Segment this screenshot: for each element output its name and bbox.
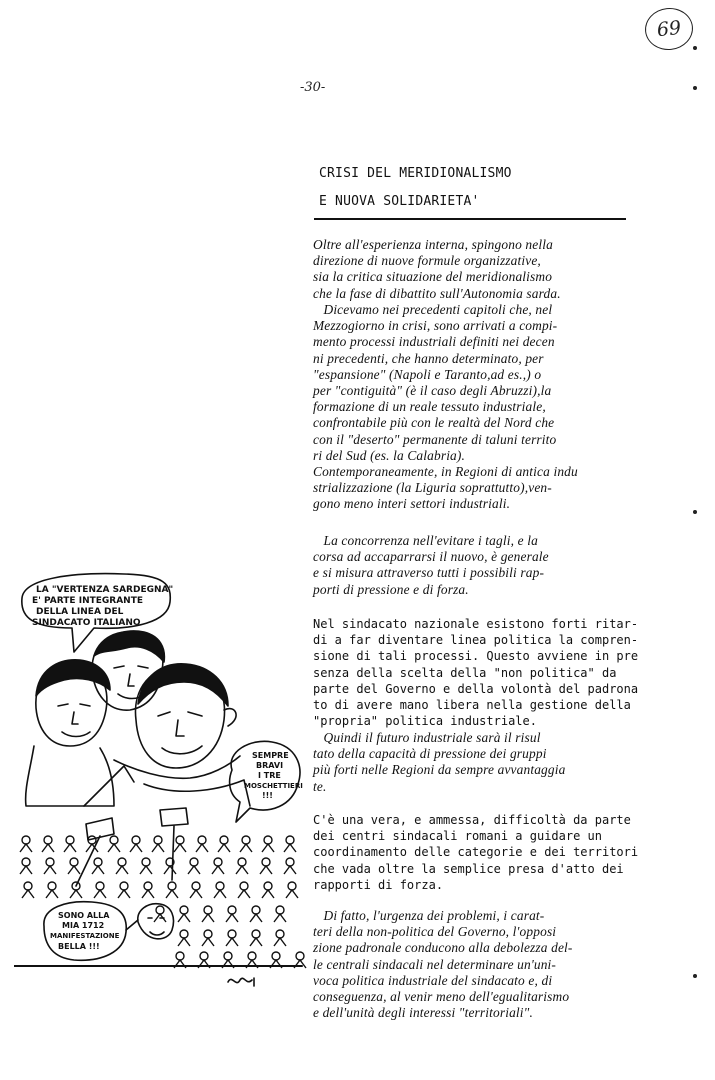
text-line: Dicevamo nei precedenti capitoli che, nel [313,302,553,317]
crowd-figure-body [46,890,58,898]
crowd-figure-head [180,906,188,914]
text-line: "propria" politica industriale. [313,714,537,729]
text-line: dei centri sindacali romani a guidare un [313,829,602,844]
crowd-figure-body [262,844,274,852]
text-line: Quindi il futuro industriale sarà il risul [313,730,541,745]
crowd-figure-body [178,938,190,946]
bubble-top-line: SINDACATO ITALIANO [32,618,141,628]
crowd-figure-body [108,844,120,852]
text-line: ni precedenti, che hanno determinato, per [313,350,544,366]
crowd-figure-body [202,938,214,946]
paragraph-2 [313,302,643,513]
crowd-figure-head [180,930,188,938]
crowd-figure-head [240,882,248,890]
crowd-figure-head [110,836,118,844]
crowd-figure-head [198,836,206,844]
crowd-figure-body [274,938,286,946]
text-line: Mezzogiorno in crisi, sono arrivati a compi- [313,318,558,334]
text-line: C'è una vera, e ammessa, difficoltà da parte [313,813,631,827]
crowd-figure-body [94,890,106,898]
crowd-figure-body [42,844,54,852]
crowd-figure-head [120,882,128,890]
crowd-figure-body [140,866,152,874]
crowd-figure-head [248,952,256,960]
paragraph-3 [313,533,643,598]
crowd-figure-head [200,952,208,960]
crowd-figure-body [274,914,286,922]
crowd-figure-body [284,844,296,852]
crowd-figure-head [252,906,260,914]
text-line: Di fatto, l'urgenza dei problemi, i carat- [313,908,545,923]
crowd-figure-head [176,952,184,960]
crowd-figure-head [142,858,150,866]
text-line: to di avere mano libera nella gestione della [313,698,631,713]
crowd-figure-body [236,866,248,874]
cartoon-drawing [14,570,310,1000]
text-line: direzione di nuove formule organizzative, [313,253,541,269]
bubble-top-line: LA "VERTENZA SARDEGNA" [36,585,174,595]
crowd-figure-head [24,882,32,890]
text-line: rapporti di forza. [313,877,444,892]
bubble-right-line: BRAVI [256,761,284,770]
crowd-figure-head [190,858,198,866]
text-line: formazione di un reale tessuto industriale, [313,399,546,415]
text-line: coordinamento delle categorie e dei territori [313,845,639,860]
margin-dot [693,974,697,978]
crowd-figure-head [214,858,222,866]
paragraph-7 [313,908,643,1021]
text-line: per "contiguità" (è il caso degli Abruzzi),la [313,383,552,399]
page-folio: -30- [300,80,326,95]
text-line: che vada oltre la semplice presa d'atto dei [313,861,624,876]
crowd-figure-head [264,882,272,890]
crowd-figure-head [44,836,52,844]
crowd-figure-head [22,858,30,866]
section-title-line: E NUOVA SOLIDARIETA' [319,194,480,209]
bubble-top-line: DELLA LINEA DEL [36,607,124,617]
crowd-figure-body [250,914,262,922]
crowd-figure-body [20,844,32,852]
crowd-figure-body [130,844,142,852]
crowd-figure-body [188,866,200,874]
text-line: sia la critica situazione del meridionalismo [313,269,553,285]
crowd-figure-body [260,866,272,874]
text-line: tato della capacità di pressione dei gruppi [313,746,547,762]
crowd-figure-head [228,930,236,938]
crowd-figure-body [174,844,186,852]
bubble-bottom-line: MANIFESTAZIONE [50,932,120,940]
crowd-figure-body [178,914,190,922]
section-title [319,160,512,216]
crowd-figure-body [22,890,34,898]
crowd-figure-head [192,882,200,890]
bubble-top-line: E' PARTE INTEGRANTE [32,596,143,606]
crowd-figure-head [204,906,212,914]
crowd-figure-head [288,882,296,890]
crowd-figure-head [242,836,250,844]
crowd-figure-body [152,844,164,852]
text-line: le centrali sindacali nel determinare un'uni- [313,956,557,972]
crowd-figure-body [20,866,32,874]
crowd-figure-body [214,890,226,898]
crowd-figure-head [216,882,224,890]
text-line: con il "deserto" permanente di taluni territo [313,431,557,447]
crowd-figure-body [70,890,82,898]
crowd-figure-head [272,952,280,960]
crowd-figure-head [154,836,162,844]
crowd-figure-body [118,890,130,898]
crowd-figure-head [286,836,294,844]
crowd-figure-body [262,890,274,898]
crowd-figure-body [196,844,208,852]
margin-dot [693,86,697,90]
crowd-figure-head [204,930,212,938]
bubble-bottom-line: BELLA !!! [58,942,100,951]
artist-signature [228,978,254,986]
text-line: che la fase di dibattito sull'Autonomia sarda. [313,285,561,301]
text-line: voca politica industriale del sindacato e, di [313,972,553,988]
text-line: e si misura attraverso tutti i possibili rap- [313,565,545,581]
crowd-figure-body [202,914,214,922]
text-line: teri della non-politica del Governo, l'opposi [313,924,557,940]
margin-dot [693,510,697,514]
crowd-figure-body [166,890,178,898]
text-line: di a far diventare linea politica la compren- [313,633,639,648]
crowd-figure-head [132,836,140,844]
crowd-figure-head [144,882,152,890]
paragraph-4 [313,616,643,729]
crowd-figure-body [142,890,154,898]
crowd-figure-body [284,866,296,874]
bubble-right-line: SEMPRE [252,751,289,760]
text-line: Nel sindacato nazionale esistono forti ritar- [313,617,639,631]
crowd-figure-head [168,882,176,890]
crowd-figure-head [252,930,260,938]
crowd-figure-body [116,866,128,874]
crowd-figure-head [66,836,74,844]
crowd-figure-head [296,952,304,960]
crowd-figure-body [226,914,238,922]
text-line: conseguenza, al venir meno dell'egualitarismo [313,989,570,1005]
crowd-figure-body [226,938,238,946]
margin-dot [693,46,697,50]
text-line: più forti nelle Regioni da sempre avvantaggia [313,762,566,778]
crowd-figure-body [68,866,80,874]
crowd-figure-body [240,844,252,852]
political-cartoon [14,570,310,1000]
text-line: te. [313,778,327,794]
protest-sign [160,808,188,826]
paragraph-5 [313,730,643,795]
text-line: sione di tali processi. Questo avviene in pre [313,649,639,664]
text-line: Oltre all'esperienza interna, spingono nella [313,237,553,252]
crowd-figure-body [218,844,230,852]
text-line: e dell'unità degli interessi "territoriali". [313,1005,533,1021]
crowd-figure-head [118,858,126,866]
text-line: parte del Governo e della volontà del padrona [313,681,639,696]
section-title-line: CRISI DEL MERIDIONALISMO [319,166,512,181]
bubble-right-line: !!! [262,791,273,800]
crowd-figure-body [238,890,250,898]
crowd-figure-head [264,836,272,844]
text-line: porti di pressione e di forza. [313,581,469,597]
crowd-figure-head [48,882,56,890]
bubble-right-line: MOSCHETTIERI [244,782,303,790]
text-line: confrontabile più con le realtà del Nord che [313,415,555,431]
handwritten-page-number: 69 [643,6,695,53]
crowd-figure-head [156,906,164,914]
crowd-figure-head [96,882,104,890]
crowd-figure-head [224,952,232,960]
text-line: ri del Sud (es. la Calabria). [313,447,466,463]
title-divider [314,218,626,220]
bubble-right-line: I TRE [258,771,281,780]
text-line: Contemporaneamente, in Regioni di antica indu [313,464,578,480]
paragraph-1 [313,237,643,302]
crowd-figure-head [94,858,102,866]
crowd-figure-body [164,866,176,874]
crowd-figure-body [64,844,76,852]
crowd-figure-body [44,866,56,874]
text-line: strializzazione (la Liguria soprattutto),ven- [313,480,552,496]
bubble-bottom-line: SONO ALLA [58,911,110,920]
crowd-figure-head [70,858,78,866]
crowd-figure-head [238,858,246,866]
text-line: "espansione" (Napoli e Taranto,ad es.,) o [313,366,542,382]
crowd-figure-head [176,836,184,844]
text-line: mento processi industriali definiti nei decen [313,334,555,350]
paragraph-6 [313,812,643,893]
crowd-figure-head [228,906,236,914]
text-line: senza della scelta della "non politica" da [313,665,617,680]
crowd-figure-head [286,858,294,866]
crowd-figure-body [212,866,224,874]
crowd-figure-head [220,836,228,844]
crowd-figure-head [276,906,284,914]
crowd-figure-head [276,930,284,938]
text-line: La concorrenza nell'evitare i tagli, e la [313,533,538,548]
crowd-figure-head [46,858,54,866]
text-line: zione padronale conducono alla debolezza del- [313,940,573,956]
crowd-figure-body [92,866,104,874]
crowd-figure-body [286,890,298,898]
crowd-figure-body [250,938,262,946]
crowd-figure-head [22,836,30,844]
bubble-bottom-line: MIA 1712 [62,921,105,930]
text-line: corsa ad accaparrarsi il nuovo, è generale [313,549,549,565]
crowd-figure-head [262,858,270,866]
text-line: gono meno interi settori industriali. [313,496,511,512]
crowd-figure-body [190,890,202,898]
